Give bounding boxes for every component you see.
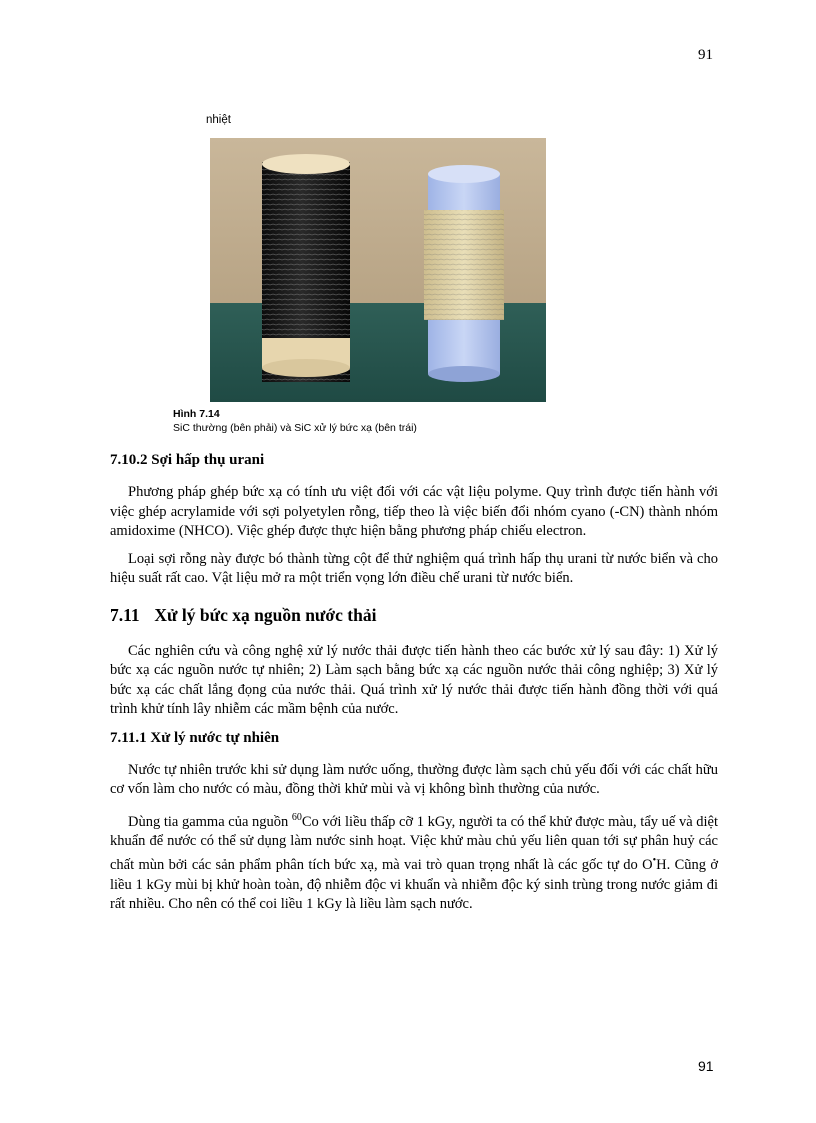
figure-caption-text: SiC thường (bên phải) và SiC xử lý bức xạ (bên trái)	[173, 422, 417, 434]
figure-caption-title: Hình 7.14	[173, 408, 220, 420]
paragraph: Dùng tia gamma của nguồn $^{60}$Co với liều thấp cỡ 1 kGy, người ta có thể khử được màu, tẩy uế và diệt khuẩn để nước có thể sử dụng làm nước sinh hoạt. Việc khử màu chủ yếu liên quan tới sự phân huỷ các chất mùn bởi các sản phẩm phân tích bức xạ, mà vai trò quan trọng nhất là các gốc tự do O•H. Cũng ở liều 1 kGy mùi bị khử hoàn toàn, độ nhiễm độc vi khuẩn và nhiễm độc ký sinh trùng trong nước giảm đi rất nhiều. Cho nên có thể coi liều 1 kGy là liều làm sạch nước.	[110, 811, 719, 913]
figure-pre-label: nhiệt	[206, 114, 231, 126]
paragraph: Loại sợi rỗng này được bó thành từng cột để thử nghiệm quá trình hấp thụ urani từ nước biển và cho hiệu suất rất cao. Vật liệu mở ra một triển vọng lớn điều chế urani từ nước biển.	[110, 550, 718, 586]
figure-photo	[210, 138, 546, 402]
paragraph: Phương pháp ghép bức xạ có tính ưu việt đối với các vật liệu polyme. Quy trình được tiến hành với việc ghép acrylamide với sợi polyetylen rỗng, tiếp theo là việc biến đổi nhóm cyano (-CN) thành nhóm amidoxime (NHCO). Việc ghép được thực hiện bằng phương pháp chiếu electron.	[110, 484, 718, 539]
page-number-top: 91	[698, 47, 713, 63]
paragraph: Nước tự nhiên trước khi sử dụng làm nước uống, thường được làm sạch chủ yếu đối với các chất hữu cơ vốn làm cho nước có màu, đồng thời khử mùi và vị không bình thường của nước.	[110, 761, 718, 797]
section-heading-7-11-1: 7.11.1 Xử lý nước tự nhiên	[110, 729, 280, 746]
page-number-bottom: 91	[698, 1058, 714, 1074]
paragraph: Các nghiên cứu và công nghệ xử lý nước thải được tiến hành theo các bước xử lý sau đây: 1) Xử lý bức xạ các nguồn nước tự nhiên; 2) Làm sạch bằng bức xạ các nguồn nước thải công nghiệp; 3) Xử lý bức xạ các chất lắng đọng của nước thải. Quá trình xử lý nước thải được tiến hành đồng thời với quá trình khử tính lây nhiễm các mầm bệnh của nước.	[110, 642, 718, 717]
figure-caption	[173, 407, 417, 435]
section-heading-7-10-2: 7.10.2 Sợi hấp thụ urani	[110, 452, 265, 468]
section-number: 7.11	[110, 604, 140, 625]
page-content	[110, 452, 718, 923]
section-title: Xử lý bức xạ nguồn nước thải	[154, 604, 377, 625]
section-heading-7-11	[110, 605, 718, 626]
